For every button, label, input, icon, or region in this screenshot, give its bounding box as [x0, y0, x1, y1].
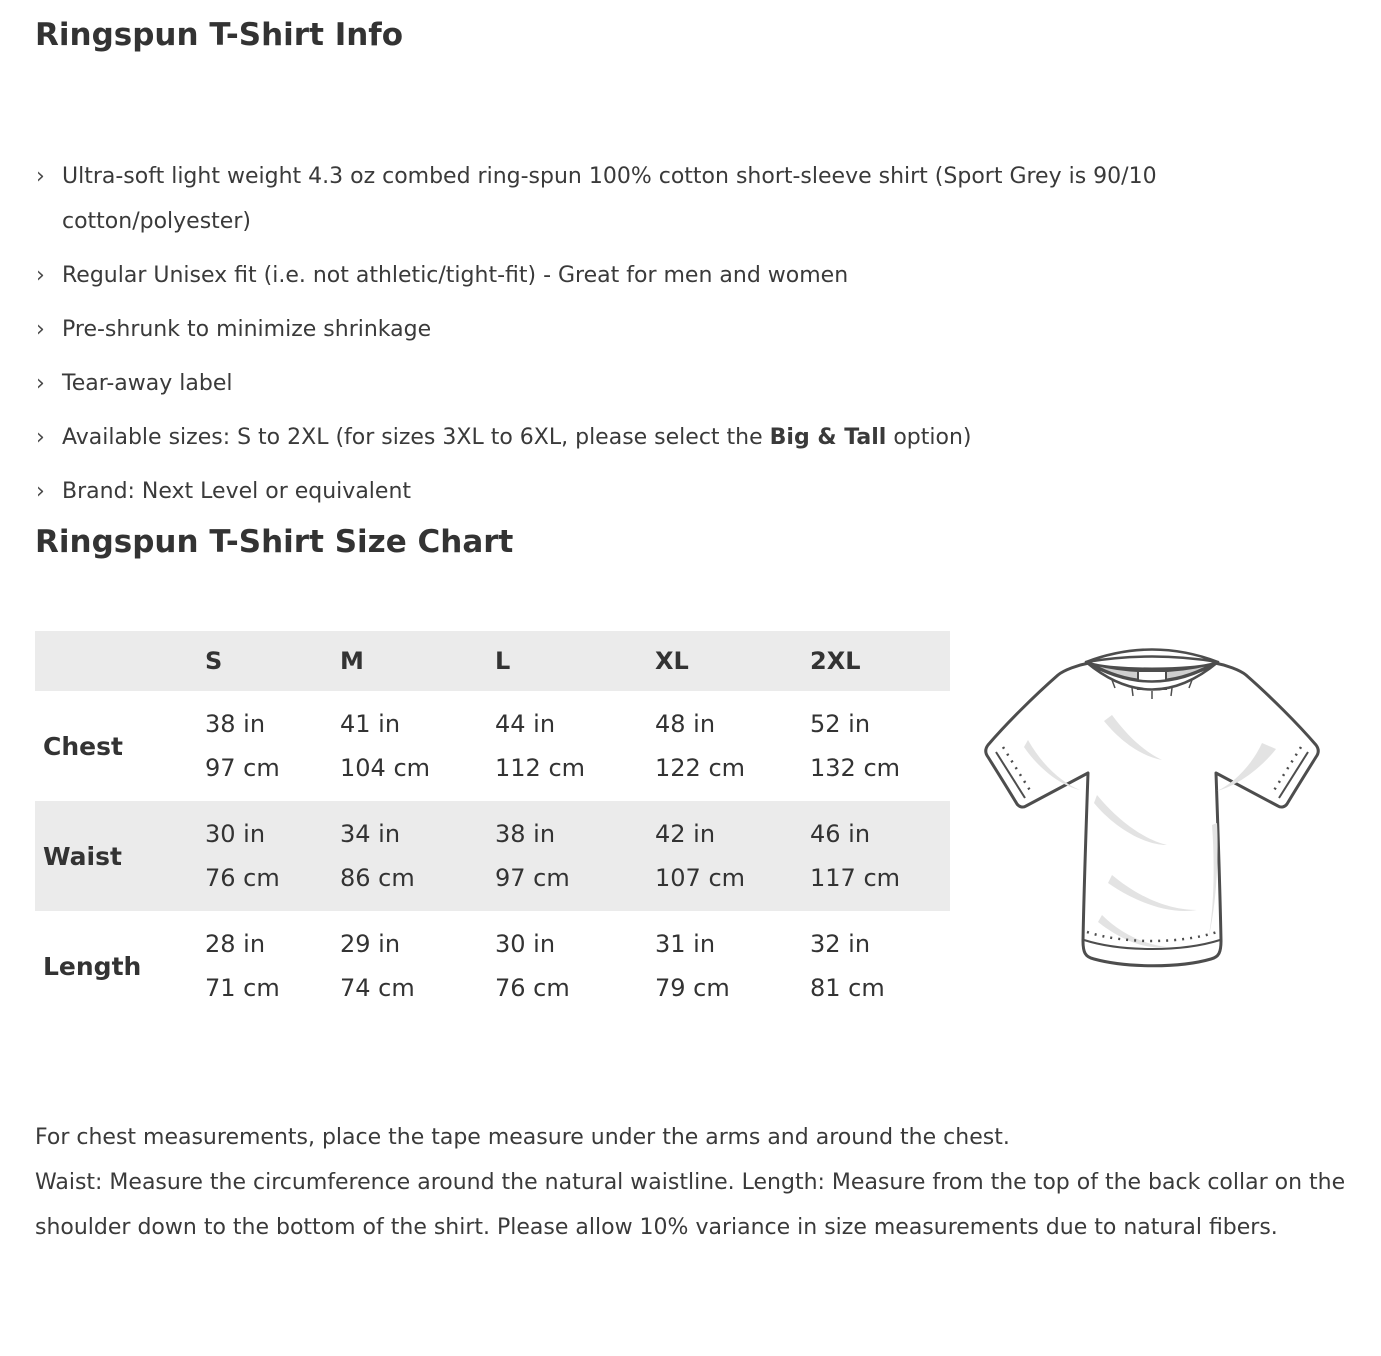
size-cell: [645, 691, 800, 801]
bullet-marker-icon: ›: [36, 317, 45, 342]
size-cell-cm: 122 cm: [655, 754, 746, 782]
size-cell-cm: 74 cm: [340, 974, 415, 1002]
size-cell: [485, 801, 645, 911]
corner-cell: [35, 631, 195, 691]
bullet-marker-icon: ›: [36, 479, 45, 504]
feature-text: Regular Unisex fit (i.e. not athletic/tight-fit) - Great for men and women: [62, 263, 849, 288]
feature-item: [35, 415, 1346, 460]
size-cell-inches: 28 in: [205, 930, 266, 958]
big-and-tall-emphasis: Big & Tall: [769, 425, 887, 450]
size-cell-cm: 117 cm: [810, 864, 901, 892]
table-row-waist: [35, 801, 950, 911]
size-cell-inches: 52 in: [810, 710, 871, 738]
size-cell-inches: 32 in: [810, 930, 871, 958]
size-cell-inches: 30 in: [495, 930, 556, 958]
measurement-note-line1: For chest measurements, place the tape measure under the arms and around the chest.: [35, 1125, 1010, 1150]
size-column-header: S: [205, 647, 223, 675]
bullet-marker-icon: ›: [36, 371, 45, 396]
size-chart-heading: Ringspun T-Shirt Size Chart: [35, 524, 514, 560]
size-cell-inches: 42 in: [655, 820, 716, 848]
size-cell: [330, 801, 485, 911]
bullet-marker-icon: ›: [36, 263, 45, 288]
info-heading: Ringspun T-Shirt Info: [35, 17, 404, 53]
size-cell-cm: 71 cm: [205, 974, 280, 1002]
row-label: Chest: [43, 731, 123, 761]
size-cell-inches: 38 in: [495, 820, 556, 848]
size-cell-inches: 46 in: [810, 820, 871, 848]
feature-list: [35, 154, 1346, 514]
measurement-note-rest: Waist: Measure the circumference around the natural waistline. Length: Measure from the top of the back collar on the shoulder down to the bottom of the shirt. Please allow 10% variance in size measurements due to natural fibers.: [35, 1170, 1346, 1240]
size-cell: [195, 801, 330, 911]
size-cell-cm: 112 cm: [495, 754, 586, 782]
tshirt-illustration: [962, 625, 1342, 1039]
feature-text: Available sizes: S to 2XL (for sizes 3XL to 6XL, please select the Big & Tall option): [62, 425, 972, 450]
size-cell: [330, 691, 485, 801]
size-column-header: XL: [655, 647, 689, 675]
bullet-marker-icon: ›: [36, 425, 45, 450]
size-cell: [195, 911, 330, 1021]
feature-item: [35, 361, 1346, 406]
size-column-header: L: [495, 647, 511, 675]
feature-text: Ultra-soft light weight 4.3 oz combed ring-spun 100% cotton short-sleeve shirt (Sport Grey is 90/10 cotton/polyester): [62, 164, 1157, 234]
size-chart-header-row: [35, 631, 950, 691]
feature-text: Tear-away label: [62, 371, 233, 396]
size-cell-inches: 29 in: [340, 930, 401, 958]
size-cell: [645, 911, 800, 1021]
feature-item: [35, 469, 1346, 514]
size-cell: [800, 911, 950, 1021]
size-cell-cm: 97 cm: [205, 754, 280, 782]
size-chart-table: [35, 631, 950, 1021]
row-label: Waist: [43, 841, 122, 871]
size-cell-cm: 104 cm: [340, 754, 431, 782]
size-cell-inches: 38 in: [205, 710, 266, 738]
size-cell-cm: 81 cm: [810, 974, 885, 1002]
size-column-header: 2XL: [810, 647, 861, 675]
feature-text: Pre-shrunk to minimize shrinkage: [62, 317, 432, 342]
feature-item: [35, 253, 1346, 298]
size-cell-cm: 132 cm: [810, 754, 901, 782]
size-column-header: M: [340, 647, 364, 675]
size-cell-inches: 48 in: [655, 710, 716, 738]
size-cell: [645, 801, 800, 911]
size-cell-inches: 30 in: [205, 820, 266, 848]
size-cell-inches: 31 in: [655, 930, 716, 958]
table-row-length: [35, 911, 950, 1021]
size-cell-inches: 41 in: [340, 710, 401, 738]
size-cell: [195, 691, 330, 801]
table-row-chest: [35, 691, 950, 801]
size-cell-cm: 76 cm: [495, 974, 570, 1002]
feature-text: Brand: Next Level or equivalent: [62, 479, 412, 504]
size-cell-cm: 86 cm: [340, 864, 415, 892]
size-cell-cm: 76 cm: [205, 864, 280, 892]
size-cell-cm: 97 cm: [495, 864, 570, 892]
tshirt-line-art-icon: [962, 625, 1342, 1035]
size-cell-inches: 34 in: [340, 820, 401, 848]
measurement-note: [35, 1115, 1346, 1250]
row-label: Length: [43, 951, 142, 981]
bullet-marker-icon: ›: [36, 164, 45, 189]
size-cell-inches: 44 in: [495, 710, 556, 738]
size-cell: [800, 801, 950, 911]
size-cell-cm: 79 cm: [655, 974, 730, 1002]
feature-item: [35, 154, 1346, 244]
feature-item: [35, 307, 1346, 352]
size-cell: [485, 691, 645, 801]
size-cell: [330, 911, 485, 1021]
size-cell: [485, 911, 645, 1021]
size-cell-cm: 107 cm: [655, 864, 746, 892]
size-cell: [800, 691, 950, 801]
size-chart-area: [35, 631, 1346, 1039]
